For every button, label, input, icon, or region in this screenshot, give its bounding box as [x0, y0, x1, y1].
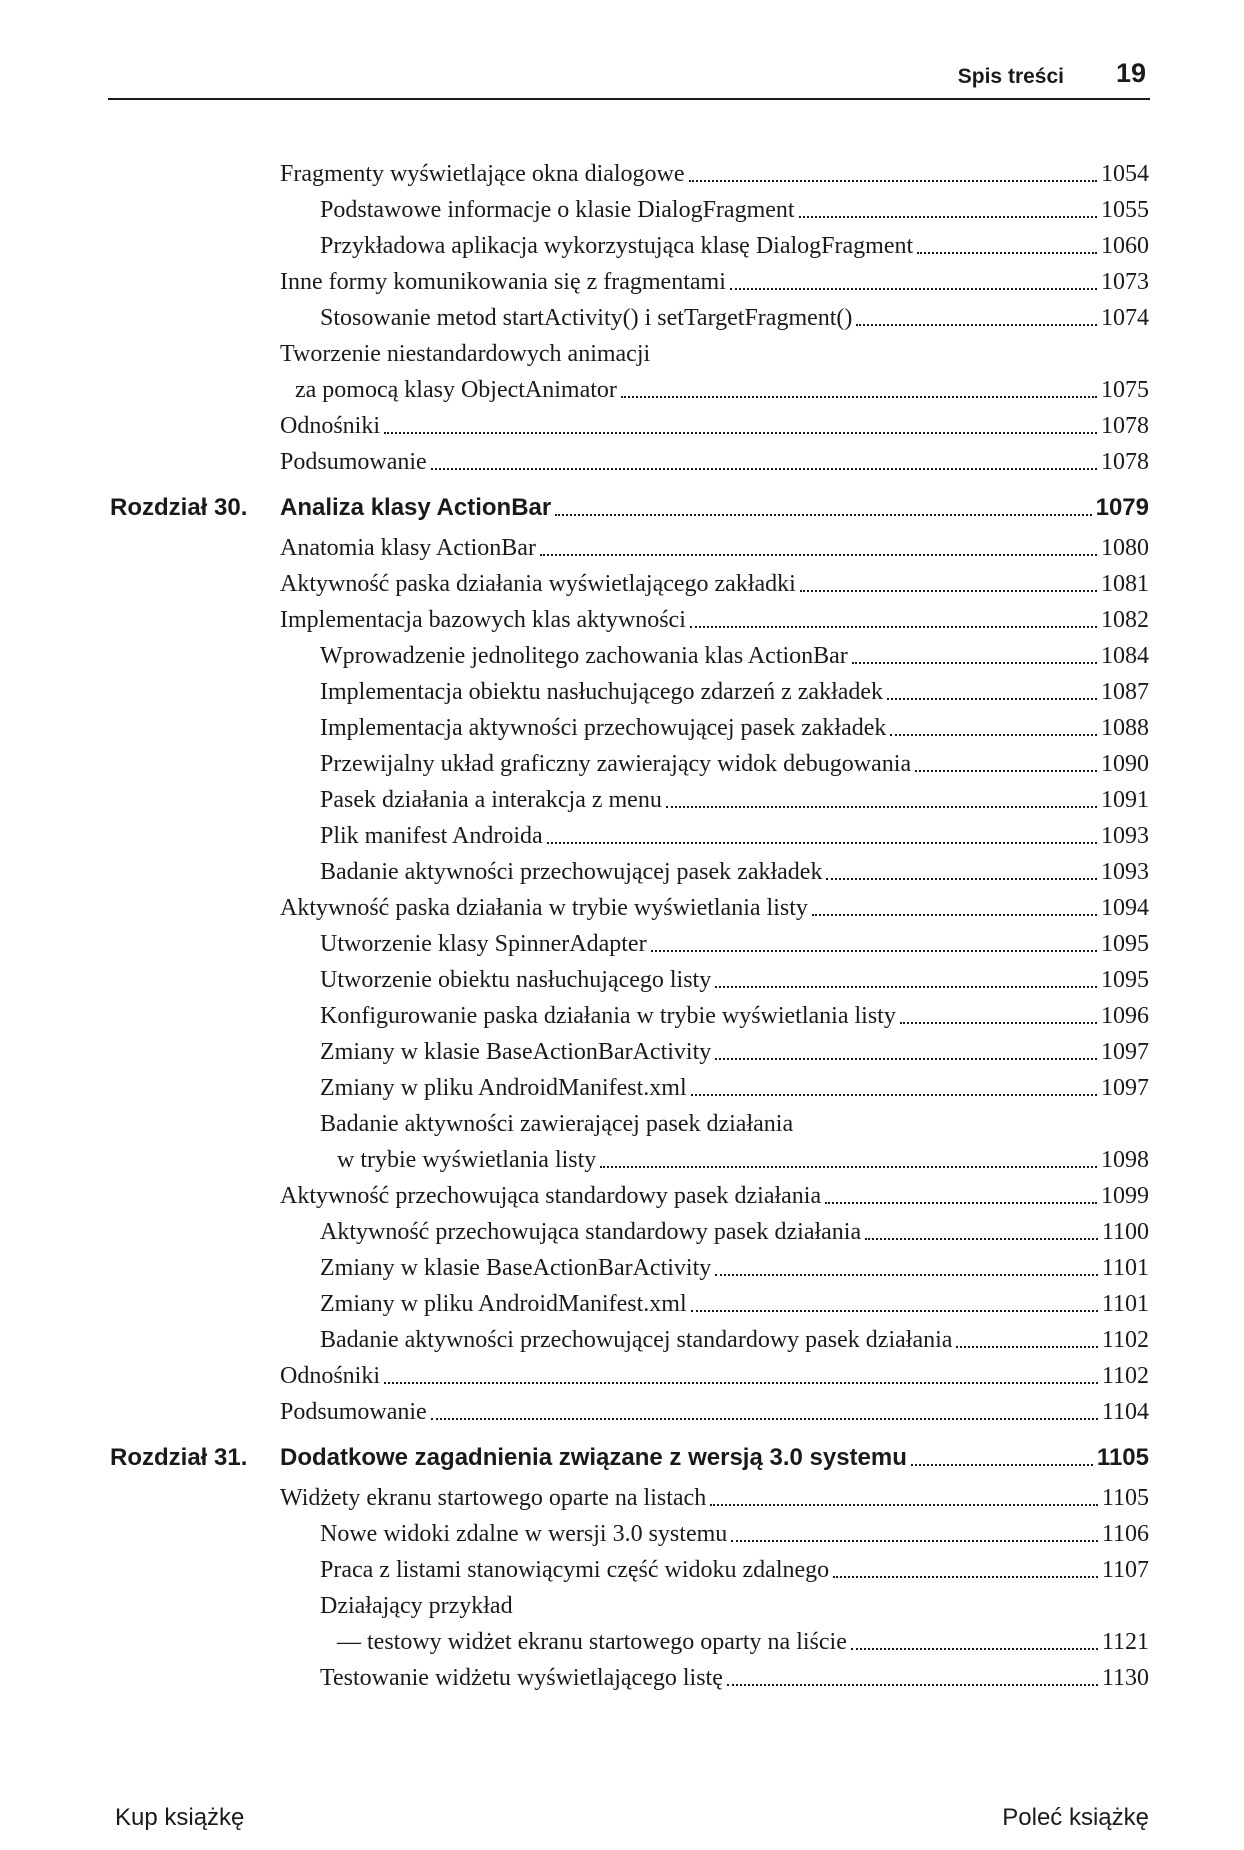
toc-entry-page: 1055 [1101, 197, 1149, 223]
toc-row [0, 998, 1244, 1034]
toc-row [0, 710, 1244, 746]
toc-entry-page: 1097 [1101, 1075, 1149, 1101]
dot-leader [833, 1575, 1098, 1578]
dot-leader [431, 1417, 1098, 1420]
toc-row [0, 264, 1244, 300]
dot-leader [852, 661, 1097, 664]
toc-entry-title: Testowanie widżetu wyświetlającego listę [320, 1665, 723, 1691]
toc-entry-title: Podsumowanie [280, 449, 427, 475]
toc-entry-page: 1079 [1095, 494, 1149, 521]
toc-entry [320, 1106, 793, 1142]
dot-leader [856, 323, 1097, 326]
dot-leader [730, 287, 1097, 290]
dot-leader [900, 1021, 1097, 1024]
toc-entry [280, 336, 650, 372]
dot-leader [690, 625, 1097, 628]
dot-leader [651, 949, 1097, 952]
toc-entry [320, 998, 1149, 1034]
dot-leader [887, 697, 1097, 700]
dot-leader [547, 841, 1097, 844]
toc-entry-title: Stosowanie metod startActivity() i setTargetFragment() [320, 305, 853, 331]
toc-entry [320, 1516, 1149, 1552]
dot-leader [384, 1381, 1098, 1384]
toc-entry-title: Wprowadzenie jednolitego zachowania klas ActionBar [320, 643, 848, 669]
toc-entry-page: 1078 [1101, 413, 1149, 439]
toc-entry-title: Implementacja bazowych klas aktywności [280, 607, 686, 633]
toc-entry-page: 1101 [1101, 1255, 1149, 1281]
dot-leader [825, 1201, 1097, 1204]
toc-entry-page: 1060 [1101, 233, 1149, 259]
toc-entry [320, 1286, 1149, 1322]
dot-leader [715, 1057, 1097, 1060]
header-title: Spis treści [957, 65, 1064, 88]
toc-entry-page: 1073 [1101, 269, 1149, 295]
toc-entry-page: 1090 [1101, 751, 1149, 777]
toc-row [0, 1286, 1244, 1322]
toc-entry-title: Utworzenie obiektu nasłuchującego listy [320, 967, 712, 993]
toc-entry-title: Zmiany w pliku AndroidManifest.xml [320, 1291, 687, 1317]
toc-entry-page: 1097 [1101, 1039, 1149, 1065]
toc-entry-title: Badanie aktywności przechowującej pasek zakładek [320, 859, 823, 885]
toc-row [0, 962, 1244, 998]
toc-entry [320, 962, 1149, 998]
toc-entry-title: — testowy widżet ekranu startowego oparty na liście [337, 1629, 847, 1655]
toc-entry-page: 1101 [1101, 1291, 1149, 1317]
toc-row [0, 1480, 1244, 1516]
dot-leader [890, 733, 1097, 736]
toc-entry-title: Podsumowanie [280, 1399, 427, 1425]
chapter-label: Rozdział 30. [110, 494, 248, 521]
toc-chapter-row [0, 490, 1244, 526]
toc-entry-page: 1096 [1101, 1003, 1149, 1029]
toc-entry [320, 1214, 1149, 1250]
toc-row [0, 782, 1244, 818]
dot-leader [691, 1309, 1098, 1312]
dot-leader [715, 985, 1097, 988]
toc-entry-page: 1088 [1101, 715, 1149, 741]
dot-leader [727, 1683, 1098, 1686]
toc-row [0, 638, 1244, 674]
dot-leader [956, 1345, 1097, 1348]
dot-leader [799, 215, 1097, 218]
toc-entry [280, 408, 1149, 444]
toc-entry-title: Inne formy komunikowania się z fragmentami [280, 269, 726, 295]
toc-entry [280, 156, 1149, 192]
toc-entry-page: 1095 [1101, 931, 1149, 957]
dot-leader [710, 1503, 1098, 1506]
toc-row [0, 1660, 1244, 1696]
toc-entry-page: 1107 [1101, 1557, 1149, 1583]
toc-entry-page: 1075 [1101, 377, 1149, 403]
toc-entry-page: 1106 [1101, 1521, 1149, 1547]
toc-row [0, 1516, 1244, 1552]
toc-entry [320, 228, 1149, 264]
toc-row [0, 602, 1244, 638]
toc-entry-title: Odnośniki [280, 1363, 381, 1389]
toc-entry-title: Praca z listami stanowiącymi część widoku zdalnego [320, 1557, 830, 1583]
toc-entry [280, 264, 1149, 300]
toc-entry-page: 1087 [1101, 679, 1149, 705]
table-of-contents [0, 156, 1244, 1696]
recommend-book-link[interactable]: Poleć książkę [1002, 1804, 1149, 1831]
dot-leader [666, 805, 1097, 808]
toc-row [0, 1034, 1244, 1070]
toc-entry [320, 674, 1149, 710]
toc-entry-page: 1054 [1101, 161, 1149, 187]
toc-entry-title: Odnośniki [280, 413, 381, 439]
toc-entry-title: za pomocą klasy ObjectAnimator [295, 377, 617, 403]
toc-row [0, 1322, 1244, 1358]
toc-row [0, 1106, 1244, 1142]
toc-entry [295, 372, 1149, 408]
toc-row [0, 530, 1244, 566]
toc-row [0, 890, 1244, 926]
toc-entry [320, 1250, 1149, 1286]
toc-entry-title: Zmiany w klasie BaseActionBarActivity [320, 1255, 712, 1281]
toc-entry-title: Fragmenty wyświetlające okna dialogowe [280, 161, 685, 187]
toc-entry-title: Widżety ekranu startowego oparte na listach [280, 1485, 707, 1511]
toc-entry-title: Konfigurowanie paska działania w trybie wyświetlania listy [320, 1003, 896, 1029]
toc-entry-page: 1091 [1101, 787, 1149, 813]
toc-entry-page: 1099 [1101, 1183, 1149, 1209]
toc-entry-title: Analiza klasy ActionBar [280, 494, 552, 521]
dot-leader [812, 913, 1097, 916]
dot-leader [911, 1463, 1093, 1466]
toc-entry-page: 1105 [1101, 1485, 1149, 1511]
toc-row [0, 408, 1244, 444]
toc-row [0, 372, 1244, 408]
toc-entry-title: Aktywność paska działania wyświetlającego zakładki [280, 571, 796, 597]
toc-entry-page: 1098 [1101, 1147, 1149, 1173]
toc-entry-page: 1074 [1101, 305, 1149, 331]
toc-row [0, 1588, 1244, 1624]
toc-entry-title: Pasek działania a interakcja z menu [320, 787, 662, 813]
toc-entry [320, 1660, 1149, 1696]
toc-row [0, 1624, 1244, 1660]
toc-entry-title: Tworzenie niestandardowych animacji [280, 341, 651, 367]
dot-leader [600, 1165, 1097, 1168]
toc-entry-page: 1095 [1101, 967, 1149, 993]
dot-leader [540, 553, 1097, 556]
toc-entry [280, 530, 1149, 566]
toc-row [0, 854, 1244, 890]
toc-entry-title: Działający przykład [320, 1593, 513, 1619]
toc-row [0, 156, 1244, 192]
toc-entry [280, 1480, 1149, 1516]
toc-entry [320, 638, 1149, 674]
buy-book-link[interactable]: Kup książkę [115, 1804, 245, 1831]
toc-entry [280, 890, 1149, 926]
toc-entry [320, 710, 1149, 746]
toc-entry [320, 1588, 513, 1624]
toc-entry-page: 1104 [1101, 1399, 1149, 1425]
dot-leader [431, 467, 1097, 470]
dot-leader [715, 1273, 1098, 1276]
toc-entry-page: 1121 [1101, 1629, 1149, 1655]
toc-entry [320, 1322, 1149, 1358]
toc-entry-title: Aktywność paska działania w trybie wyświetlania listy [280, 895, 808, 921]
toc-row [0, 1394, 1244, 1430]
toc-row [0, 228, 1244, 264]
toc-entry [280, 1440, 1149, 1476]
toc-row [0, 746, 1244, 782]
toc-entry-page: 1081 [1101, 571, 1149, 597]
toc-entry-title: Przewijalny układ graficzny zawierający widok debugowania [320, 751, 912, 777]
toc-entry-page: 1078 [1101, 449, 1149, 475]
dot-leader [384, 431, 1097, 434]
toc-entry-page: 1084 [1101, 643, 1149, 669]
toc-entry [280, 444, 1149, 480]
toc-entry-page: 1100 [1101, 1219, 1149, 1245]
dot-leader [826, 877, 1097, 880]
toc-entry [280, 1178, 1149, 1214]
dot-leader [915, 769, 1097, 772]
toc-entry [320, 746, 1149, 782]
dot-leader [865, 1237, 1098, 1240]
toc-row [0, 566, 1244, 602]
toc-row [0, 1142, 1244, 1178]
dot-leader [689, 179, 1097, 182]
toc-entry-page: 1080 [1101, 535, 1149, 561]
page-header [108, 58, 1150, 100]
chapter-label: Rozdział 31. [110, 1444, 248, 1471]
toc-row [0, 1178, 1244, 1214]
toc-entry [337, 1142, 1149, 1178]
toc-entry [337, 1624, 1149, 1660]
toc-row [0, 1250, 1244, 1286]
toc-entry [280, 1358, 1149, 1394]
toc-row [0, 818, 1244, 854]
dot-leader [731, 1539, 1098, 1542]
toc-entry-title: w trybie wyświetlania listy [337, 1147, 597, 1173]
toc-entry-page: 1093 [1101, 859, 1149, 885]
toc-entry [320, 192, 1149, 228]
toc-entry-title: Dodatkowe zagadnienia związane z wersją 3.0 systemu [280, 1444, 907, 1471]
toc-entry-title: Anatomia klasy ActionBar [280, 535, 536, 561]
toc-entry [320, 782, 1149, 818]
dot-leader [621, 395, 1097, 398]
toc-entry [280, 566, 1149, 602]
toc-entry-title: Aktywność przechowująca standardowy pasek działania [320, 1219, 862, 1245]
toc-entry [320, 854, 1149, 890]
toc-entry-page: 1102 [1101, 1327, 1149, 1353]
toc-entry-title: Badanie aktywności zawierającej pasek działania [320, 1111, 794, 1137]
toc-entry-title: Badanie aktywności przechowującej standardowy pasek działania [320, 1327, 953, 1353]
toc-row [0, 674, 1244, 710]
toc-entry-title: Przykładowa aplikacja wykorzystująca klasę DialogFragment [320, 233, 914, 259]
dot-leader [691, 1093, 1097, 1096]
toc-entry-title: Zmiany w pliku AndroidManifest.xml [320, 1075, 687, 1101]
toc-entry-title: Plik manifest Androida [320, 823, 543, 849]
toc-entry [280, 490, 1149, 526]
toc-entry [280, 602, 1149, 638]
toc-chapter-row [0, 1440, 1244, 1476]
toc-entry [320, 1552, 1149, 1588]
toc-entry-title: Podstawowe informacje o klasie DialogFragment [320, 197, 795, 223]
toc-entry [320, 818, 1149, 854]
toc-entry [320, 926, 1149, 962]
dot-leader [555, 513, 1091, 516]
toc-entry-title: Implementacja obiektu nasłuchującego zdarzeń z zakładek [320, 679, 884, 705]
toc-row [0, 192, 1244, 228]
toc-row [0, 300, 1244, 336]
toc-row [0, 1214, 1244, 1250]
toc-row [0, 336, 1244, 372]
toc-row [0, 1070, 1244, 1106]
page-number: 19 [1115, 58, 1146, 88]
dot-leader [800, 589, 1097, 592]
toc-entry [280, 1394, 1149, 1430]
toc-entry-page: 1102 [1101, 1363, 1149, 1389]
toc-entry-page: 1130 [1101, 1665, 1149, 1691]
dot-leader [917, 251, 1097, 254]
toc-row [0, 1552, 1244, 1588]
toc-row [0, 1358, 1244, 1394]
toc-entry-title: Aktywność przechowująca standardowy pasek działania [280, 1183, 822, 1209]
toc-row [0, 926, 1244, 962]
toc-row [0, 444, 1244, 480]
toc-entry [320, 1070, 1149, 1106]
toc-entry-page: 1082 [1101, 607, 1149, 633]
toc-entry-title: Zmiany w klasie BaseActionBarActivity [320, 1039, 712, 1065]
toc-entry-page: 1094 [1101, 895, 1149, 921]
toc-entry-page: 1105 [1096, 1444, 1149, 1471]
toc-entry-page: 1093 [1101, 823, 1149, 849]
toc-entry [320, 300, 1149, 336]
toc-entry-title: Nowe widoki zdalne w wersji 3.0 systemu [320, 1521, 728, 1547]
toc-entry [320, 1034, 1149, 1070]
toc-entry-title: Implementacja aktywności przechowującej pasek zakładek [320, 715, 887, 741]
toc-entry-title: Utworzenie klasy SpinnerAdapter [320, 931, 647, 957]
dot-leader [851, 1647, 1098, 1650]
